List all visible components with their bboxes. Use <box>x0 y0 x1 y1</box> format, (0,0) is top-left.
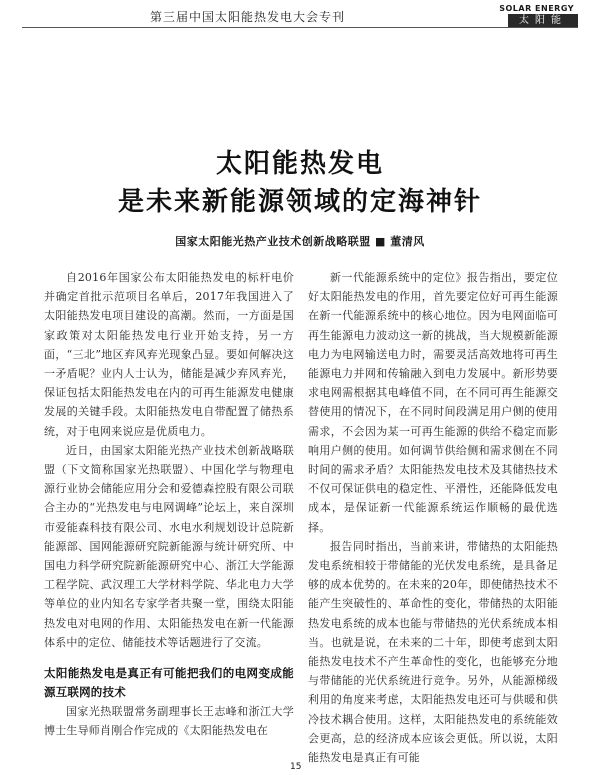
brand-english: SOLAR ENERGY <box>499 4 574 13</box>
paragraph: 自2016年国家公布太阳能热发电的标杆电价并确定首批示范项目名单后，2017年我国进入了太阳能热发电项目建设的高潮。然而，一方面是国家政策对太阳能热发电行业开始支持，另一方面，“三北”地区弃风弃光现象凸显。要如何解决这一矛盾呢？业内人士认为，储能是减少弃风弃光，保证包括太阳能热发电在内的可再生能源发电健康发展的关键手段。太阳能热发电自带配置了储热系统，对于电网来说应是优质电力。 <box>44 271 294 438</box>
article-title-line2: 是未来新能源领域的定海神针 <box>117 187 482 217</box>
brand-chinese: 太阳能 <box>508 14 578 28</box>
header-divider <box>22 27 578 28</box>
paragraph: 近日，由国家太阳能光热产业技术创新战略联盟（下文简称国家光热联盟）、中国化学与物理电源行业协会储能应用分会和爱德森控股有限公司联合主办的“光热发电与电网调峰”论坛上，来自深圳市爱能森科技有限公司、水电水利规划设计总院新能源部、国网能源研究院新能源与统计研究所、中国电力科学研究院新能源研究中心、浙江大学能源工程学院、武汉理工大学材料学院、华北电力大学等单位的业内知名专家学者共聚一堂，围绕太阳能热发电对电网的作用、太阳能热发电在新一代能源体系中的定位、储能技术等话题进行了交流。 <box>44 443 294 649</box>
body-column-left <box>44 268 294 740</box>
journal-title: 第三届中国太阳能热发电大会专刊 <box>150 10 346 24</box>
section-heading: 太阳能热发电是真正有可能把我们的电网变成能源互联网的技术 <box>44 666 294 700</box>
paragraph: 新一代能源系统中的定位》报告指出，要定位好太阳能热发电的作用，首先要定位好可再生能源在新一代能源系统中的核心地位。因为电网面临可再生能源电力波动这一新的挑战，当大规模新能源电力为电网输送电力时，需要灵活高效地将可再生能源电力并网和传输融入到电力发展中。新形势要求电网需根据其电峰值不同，在不同可再生能源交替使用的情况下，在不同时间段满足用户侧的使用需求，不会因为某一可再生能源的供给不稳定而影响用户侧的使用。如何调节供给侧和需求侧在不同时间的需求矛盾？太阳能热发电技术及其储热技术不仅可保证供电的稳定性、平滑性，还能降低发电成本，是保证新一代能源系统运作顺畅的最优选择。 <box>308 271 558 534</box>
body-column-right <box>308 268 558 767</box>
page-header <box>0 0 600 40</box>
article-title-line1: 太阳能热发电 <box>215 149 384 179</box>
page-number: 15 <box>290 762 302 772</box>
paragraph: 国家光热联盟常务副理事长王志峰和浙江大学博士生导师肖刚合作完成的《太阳能热发电在 <box>44 705 294 738</box>
article-byline: 国家太阳能光热产业技术创新战略联盟 ■ 董清风 <box>175 235 425 248</box>
paragraph: 报告同时指出，当前来讲，带储热的太阳能热发电系统相较于带储能的光伏发电系统，是具备足够的成本优势的。在未来的20年，即使储热技术不能产生突破性的、革命性的变化，带储热的太阳能热发电系统的成本也能与带储热的光伏系统成本相当。也就是说，在未来的二十年，即使考虑到太阳能热发电技术不产生革命性的变化，也能够充分地与带储能的光伏系统进行竞争。另外，从能源梯级利用的角度来考虑，太阳能热发电还可与供暖和供冷技术耦合使用。这样，太阳能热发电的系统能效会更高，总的经济成本应该会更低。所以说，太阳能热发电是真正有可能 <box>308 539 558 765</box>
